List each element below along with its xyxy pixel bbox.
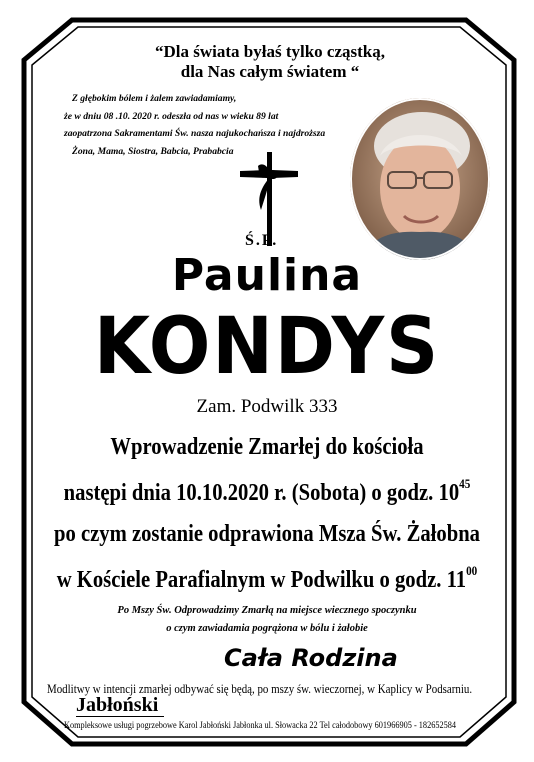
- funeral-home-contact: Kompleksowe usługi pogrzebowe Karol Jabłoński Jabłonka ul. Słowacka 22 Tel całodobowy 601966905 - 182652584: [64, 720, 457, 730]
- burial-note-line-2: o czym zawiadamia pogrążona w bólu i żałobie: [166, 623, 368, 634]
- ceremony-line-1: [37, 434, 496, 461]
- family-signature: Cała Rodzina: [224, 644, 398, 672]
- ceremony-line-3-text: po czym zostanie odprawiona Msza Św. Żałobna: [53, 521, 481, 547]
- ceremony-line-2: [37, 476, 496, 507]
- funeral-home-logo: Jabłoński: [76, 694, 159, 716]
- deceased-surname: KONDYS: [93, 302, 441, 392]
- deceased-first-name: Paulina: [171, 250, 363, 301]
- intro-line-4: Żona, Mama, Siostra, Babcia, Prababcia: [72, 145, 234, 157]
- quote-line-2: dla Nas całym światem “: [180, 62, 360, 81]
- ceremony-line-2-text: następi dnia 10.10.2020 r. (Sobota) o godz. 10: [63, 480, 460, 506]
- portrait-photo: [350, 98, 490, 260]
- intro-line-1: Z głębokim bólem i żalem zawiadamiamy,: [72, 93, 237, 104]
- quote-line-1: “Dla świata byłaś tylko cząstką,: [155, 42, 385, 61]
- ceremony-line-1-text: Wprowadzenie Zmarłej do kościoła: [110, 434, 424, 460]
- logo-underline: [76, 716, 164, 717]
- prayer-notice: Modlitwy w intencji zmarłej odbywać się będą, po mszy św. wieczornej, w Kaplicy w Podsarniu.: [47, 681, 473, 696]
- burial-note-line-1: Po Mszy Św. Odprowadzimy Zmarłą na miejsce wiecznego spoczynku: [117, 605, 417, 616]
- ceremony-line-4: [37, 563, 496, 594]
- deceased-address: Zam. Podwilk 333: [196, 396, 338, 417]
- ceremony-line-4-text: w Kościele Parafialnym w Podwilku o godz. 11: [56, 567, 467, 593]
- sp-abbreviation: Ś.P.: [245, 232, 279, 249]
- ceremony-time-minutes-1: 45: [459, 476, 471, 491]
- ceremony-line-3: [37, 521, 496, 548]
- intro-line-2: że w dniu 08 .10. 2020 r. odeszła od nas w wieku 89 lat: [64, 110, 279, 122]
- ceremony-time-minutes-2: 00: [466, 563, 478, 578]
- intro-line-3: zaopatrzona Sakramentami Św. nasza najukochańsza i najdroższa: [64, 128, 326, 139]
- announcement-intro: [64, 90, 326, 160]
- memorial-quote: [60, 42, 480, 82]
